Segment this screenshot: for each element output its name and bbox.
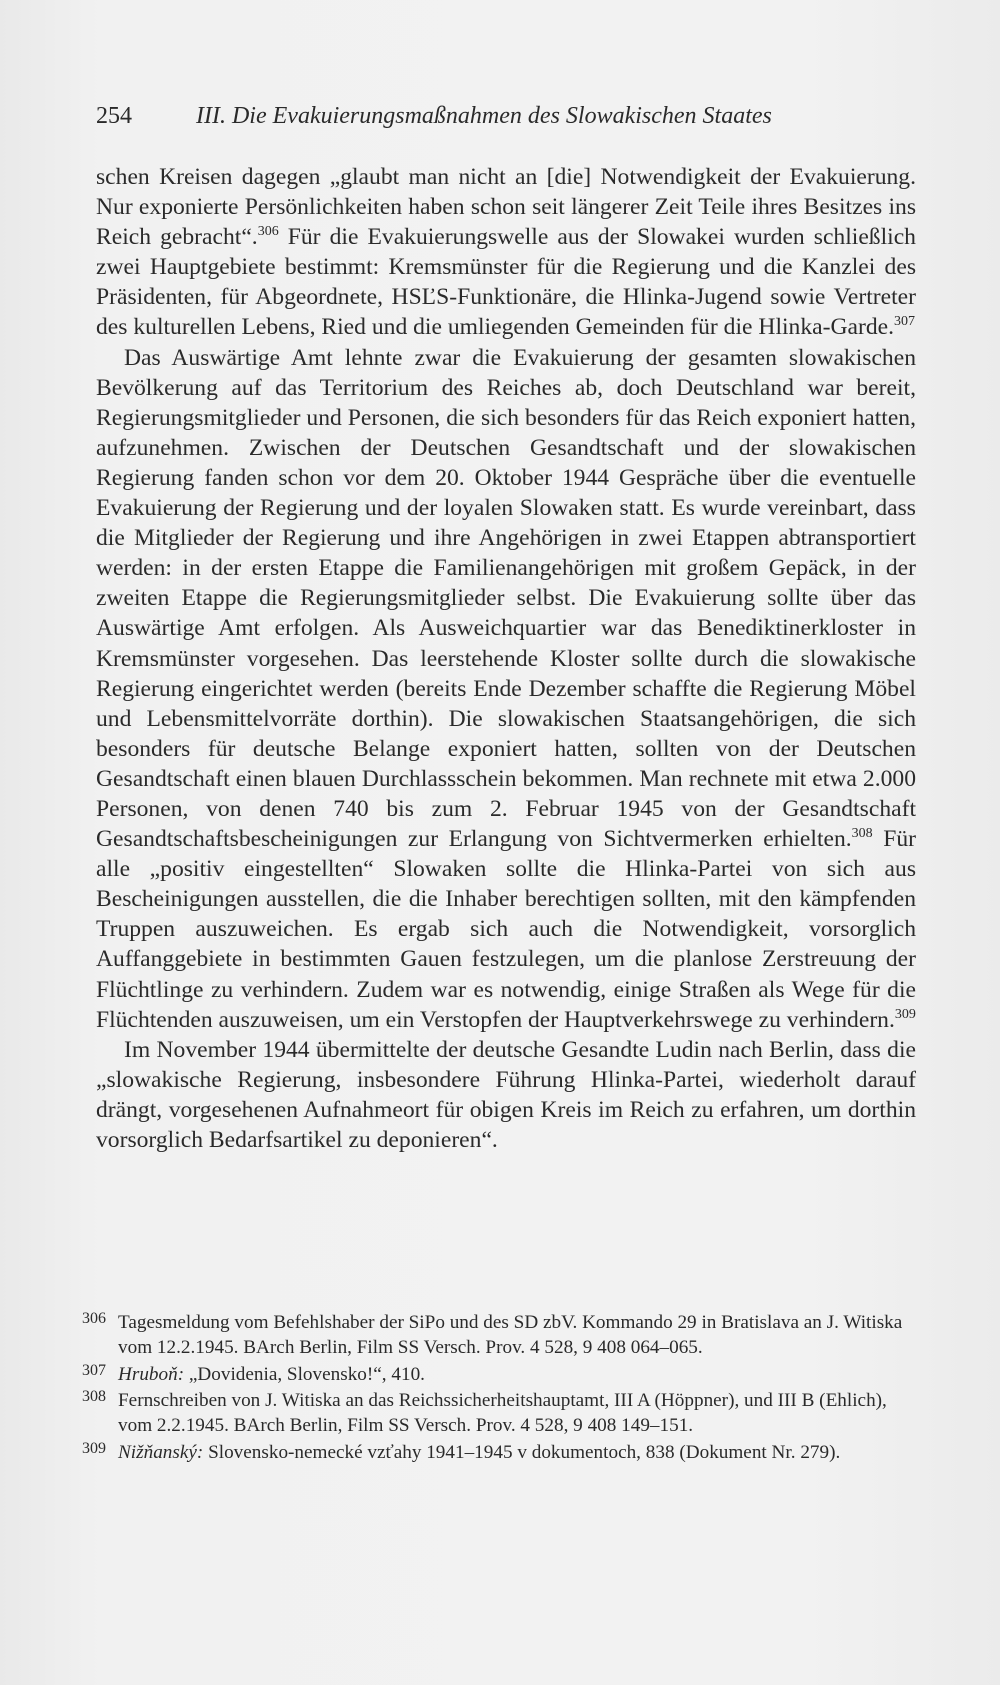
footnote-ref-307[interactable]: 307 — [894, 314, 916, 330]
footnote-ref-308[interactable]: 308 — [851, 826, 873, 842]
footnote-309 — [82, 1441, 917, 1466]
body-text — [96, 162, 916, 1155]
footnote-text: Fernschreiben von J. Witiska an das Reichssicherheitshauptamt, III A (Höppner), und III B (Ehlich), vom 2.2.1945. BArch Berlin, Film SS Versch. Prov. 4 528, 9 408 149–151. — [118, 1390, 887, 1437]
chapter-title: III. Die Evakuierungsmaßnahmen des Slowakischen Staates — [196, 103, 772, 129]
running-head — [96, 100, 916, 132]
paragraph-2 — [96, 343, 916, 1035]
footnote-author: Nižňanský: — [118, 1441, 204, 1463]
footnote-text: Tagesmeldung vom Befehlshaber der SiPo und des SD zbV. Kommando 29 in Bratislava an J. Witiska vom 12.2.1945. BArch Berlin, Film SS Versch. Prov. 4 528, 9 408 064–065. — [118, 1312, 903, 1358]
paragraph-3-text-1: Im November 1944 übermittelte der deutsche Gesandte Ludin nach Berlin, dass die „slowakische Regierung, insbesondere Führung Hlinka-Partei, wiederholt darauf drängt, vorgesehenen Aufnahmeort für obigen Kreis im Reich zu erfahren, um dorthin vorsorglich Bedarfsartikel zu deponieren“. — [96, 1036, 916, 1153]
paragraph-2-text-1: Das Auswärtige Amt lehnte zwar die Evakuierung der gesamten slowakischen Bevölkerung auf das Territorium des Reiches ab, doch Deutschland war bereit, Regierungsmitglieder und Personen, die sich besonders für das Reich exponiert hatten, aufzunehmen. Zwischen der Deutschen Gesandtschaft und der slowakischen Regierung fanden schon vor dem 20. Oktober 1944 Gespräche über die eventuelle Evakuierung der Regierung und der loyalen Slowaken statt. Es wurde vereinbart, dass die Mitglieder der Regierung und ihre Angehörigen in zwei Etappen abtransportiert werden: in der ersten Etappe die Familienangehörigen mit großem Gepäck, in der zweiten Etappe die Regierungsmitglieder selbst. Die Evakuierung sollte über das Auswärtige Amt erfolgen. Als Ausweichquartier war das Benediktinerkloster in Kremsmünster vorgesehen. Das leerstehende Kloster sollte durch die slowakische Regierung eingerichtet werden (bereits Ende Dezember schaffte die Regierung Möbel und Lebensmittelvorräte dorthin). Die slowakischen Staatsangehörigen, die sich besonders für deutsche Belange exponiert hatten, sollten von der Deutschen Gesandtschaft einen blauen Durchlassschein bekommen. Man rechnete mit etwa 2.000 Personen, von denen 740 bis zum 2. Februar 1945 von der Gesandtschaft Gesandtschaftsbescheinigungen zur Erlangung von Sichtvermerken erhielten. — [96, 344, 916, 853]
footnote-ref-309[interactable]: 309 — [894, 1006, 916, 1022]
paragraph-2-text-2: Für alle „positiv eingestellten“ Slowaken sollte die Hlinka-Partei von sich aus Bescheinigungen ausstellen, die die Inhaber berechtigen sollten, mit den kämpfenden Truppen auszuweichen. Es ergab sich auch die Notwendigkeit, vorsorglich Auffanggebiete in bestimmten Gauen festzulegen, um die planlose Zerstreuung der Flüchtlinge zu verhindern. Zudem war es notwendig, einige Straßen als Wege für die Flüchtenden auszuweisen, um ein Verstopfen der Hauptverkehrswege zu verhindern. — [96, 826, 916, 1033]
footnote-text: Slovensko-nemecké vzťahy 1941–1945 v dokumentoch, 838 (Dokument Nr. 279). — [203, 1441, 841, 1463]
footnotes — [82, 1311, 917, 1468]
footnote-text: „Dovidenia, Slovensko!“, 410. — [184, 1363, 425, 1385]
footnote-number: 306 — [82, 1310, 106, 1327]
paragraph-1-text-2: Für die Evakuierungswelle aus der Slowakei wurden schließlich zwei Hauptgebiete bestimmt: Kremsmünster für die Regierung und die Kanzlei des Präsidenten, für Abgeordnete, HSĽS-Funktionäre, die Hlinka-Jugend sowie Vertreter des kulturellen Lebens, Ried und die umliegenden Gemeinden für die Hlinka-Garde. — [96, 224, 916, 341]
footnote-308 — [82, 1389, 917, 1439]
footnote-number: 307 — [82, 1361, 106, 1379]
footnote-author: Hruboň: — [118, 1363, 185, 1385]
paragraph-1-text-1: schen Kreisen dagegen „glaubt man nicht an [die] Notwendigkeit der Evakuierung. Nur exponierte Persönlichkeiten haben schon seit längerer Zeit Teile ihres Besitzes ins Reich gebracht“. — [96, 164, 916, 251]
footnote-number: 309 — [82, 1439, 106, 1457]
footnote-number: 308 — [82, 1388, 106, 1406]
footnote-306 — [82, 1311, 917, 1361]
paragraph-1 — [96, 162, 916, 343]
footnote-ref-306[interactable]: 306 — [257, 224, 279, 240]
paragraph-3 — [96, 1035, 916, 1155]
footnote-307 — [82, 1363, 917, 1388]
page-number: 254 — [96, 103, 132, 129]
